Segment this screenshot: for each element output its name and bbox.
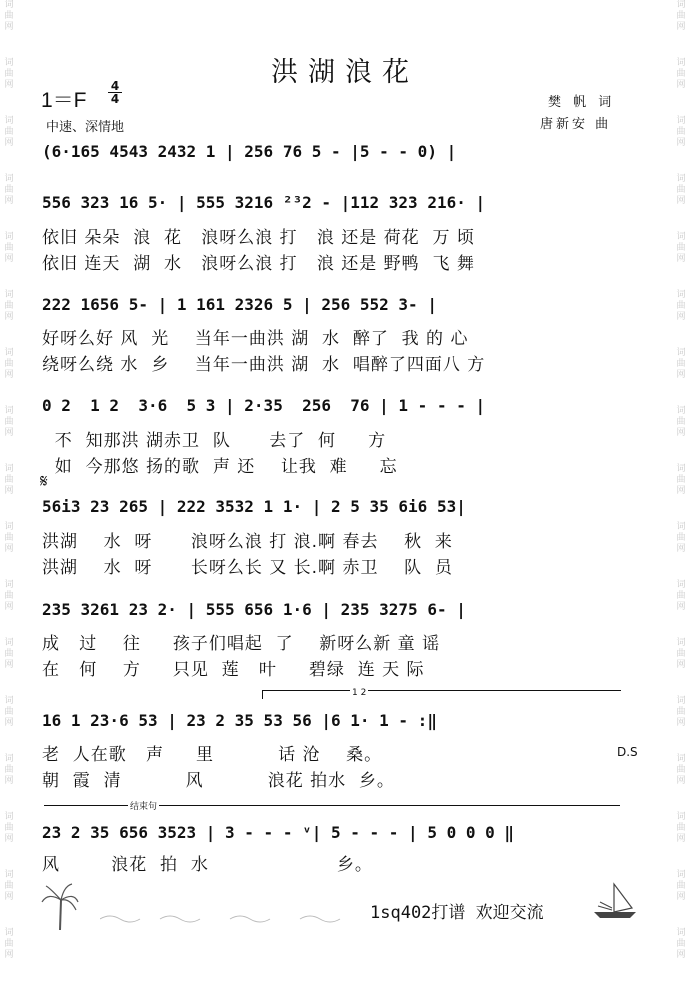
watermark-char: 词 [676,406,686,416]
watermark-group [673,290,689,348]
watermark-char: 网 [4,254,14,264]
volta-label: 1 2 [352,688,367,698]
watermark-char: 网 [4,486,14,496]
watermark-char: 曲 [676,823,686,833]
watermark-char: 曲 [676,591,686,601]
watermark-group [1,870,17,928]
watermark-group [1,348,17,406]
watermark-char: 曲 [676,707,686,717]
watermark-group [673,406,689,464]
composer-credit: 唐新安 曲 [540,117,612,132]
watermark-char: 词 [676,348,686,358]
watermark-char: 词 [4,232,14,242]
watermark-char: 曲 [4,939,14,949]
watermark-char: 词 [676,0,686,10]
watermark-char: 曲 [4,475,14,485]
lyrics-line-7-verse-1: 老 人在歌 声 里 话 沧 桑。 [42,745,383,765]
watermark-char: 曲 [4,127,14,137]
watermark-char: 曲 [4,591,14,601]
watermark-char: 词 [4,928,14,938]
watermark-char: 曲 [4,185,14,195]
segno-sign: 𝄋 [40,471,48,492]
watermark-group [1,638,17,696]
watermark-char: 网 [676,834,686,844]
watermark-group [673,580,689,638]
lyrics-line-6-verse-1: 成 过 往 孩子们唱起 了 新呀么新 童 谣 [42,634,441,654]
watermark-char: 网 [676,196,686,206]
watermark-char: 网 [4,544,14,554]
watermark-char: 曲 [676,881,686,891]
time-signature-bottom: 4 [110,92,120,106]
watermark-char: 词 [4,638,14,648]
notation-line-1: (6·165 4543 2432 1 | 256 76 5 - |5 - - 0) | [42,142,457,161]
ending-label: 结束句 [128,799,159,812]
watermark-char: 网 [4,138,14,148]
volta-bracket [262,690,621,699]
watermark-char: 网 [676,776,686,786]
watermark-char: 网 [4,834,14,844]
watermark-char: 词 [676,812,686,822]
watermark-group [673,116,689,174]
watermark-char: 词 [4,812,14,822]
watermark-char: 词 [4,290,14,300]
watermark-char: 曲 [4,881,14,891]
watermark-char: 网 [676,370,686,380]
watermark-char: 词 [676,754,686,764]
watermark-char: 词 [676,870,686,880]
watermark-char: 网 [4,428,14,438]
watermark-char: 曲 [676,533,686,543]
watermark-char: 词 [4,348,14,358]
time-signature-top: 4 [110,79,120,93]
watermark-char: 网 [4,776,14,786]
watermark-group [673,348,689,406]
watermark-group [673,638,689,696]
watermark-char: 词 [4,522,14,532]
watermark-char: 网 [676,892,686,902]
watermark-char: 网 [676,602,686,612]
watermark-char: 网 [4,950,14,960]
watermark-group [1,522,17,580]
watermark-char: 网 [4,80,14,90]
watermark-char: 网 [4,892,14,902]
footer-signature: 1sq402打谱 欢迎交流 [370,903,544,923]
lyrics-line-6-verse-2: 在 何 方 只见 莲 叶 碧绿 连 天 际 [42,660,425,680]
watermark-char: 网 [4,718,14,728]
notation-line-8: 23 2 35 656 3523 | 3 - - - ᵛ| 5 - - - | 5 0 0 0 ‖ [42,823,515,842]
lyrics-line-2-verse-2: 依旧 连天 湖 水 浪呀么浪 打 浪 还是 野鸭 飞 舞 [42,254,475,274]
watermark-group [1,580,17,638]
watermark-char: 曲 [4,533,14,543]
watermark-char: 网 [676,486,686,496]
watermark-char: 曲 [676,359,686,369]
lyrics-line-3-verse-1: 好呀么好 风 光 当年一曲洪 湖 水 醉了 我 的 心 [42,329,469,349]
watermark-char: 词 [4,116,14,126]
dal-segno-marking: D.S [617,745,638,759]
watermark-left [1,0,17,995]
watermark-char: 网 [676,254,686,264]
notation-line-4: 0 2 1 2 3·6 5 3 | 2·35 256 76 | 1 - - - | [42,396,486,415]
watermark-char: 词 [4,464,14,474]
watermark-char: 曲 [4,301,14,311]
lyrics-line-5-verse-2: 洪湖 水 呀 长呀么长 又 长.啊 赤卫 队 员 [42,558,453,578]
watermark-char: 曲 [676,69,686,79]
watermark-char: 词 [4,406,14,416]
watermark-char: 词 [4,0,14,10]
watermark-char: 词 [4,870,14,880]
watermark-char: 词 [4,58,14,68]
watermark-char: 曲 [676,765,686,775]
watermark-char: 曲 [676,417,686,427]
watermark-char: 曲 [676,243,686,253]
song-title: 洪湖浪花 [271,57,419,88]
lyrics-line-8: 风 浪花 拍 水 乡。 [42,855,373,875]
watermark-char: 网 [676,138,686,148]
watermark-char: 词 [676,464,686,474]
watermark-char: 网 [4,602,14,612]
watermark-char: 曲 [4,11,14,21]
watermark-group [1,116,17,174]
watermark-group [673,812,689,870]
watermark-char: 网 [4,196,14,206]
watermark-char: 词 [676,116,686,126]
watermark-char: 网 [4,22,14,32]
watermark-group [1,174,17,232]
watermark-char: 曲 [676,939,686,949]
lyrics-line-5-verse-1: 洪湖 水 呀 浪呀么浪 打 浪.啊 春去 秋 来 [42,532,453,552]
watermark-char: 网 [676,718,686,728]
watermark-group [673,754,689,812]
notation-line-2: 556 323 16 5· | 555 3216 ²³2 - |112 323 216· | [42,193,486,212]
watermark-char: 曲 [4,417,14,427]
watermark-char: 网 [676,950,686,960]
watermark-group [673,522,689,580]
watermark-right [673,0,689,995]
watermark-group [673,696,689,754]
watermark-char: 词 [676,580,686,590]
watermark-group [1,290,17,348]
notation-line-3: 222 1656 5- | 1 161 2326 5 | 256 552 3- | [42,295,437,314]
watermark-group [1,812,17,870]
watermark-char: 词 [676,696,686,706]
lyrics-line-7-verse-2: 朝 霞 清 风 浪花 拍水 乡。 [42,771,395,791]
wave-decoration [100,913,360,923]
watermark-char: 词 [676,290,686,300]
watermark-char: 词 [676,174,686,184]
watermark-char: 曲 [4,359,14,369]
watermark-char: 曲 [676,649,686,659]
notation-line-7: 16 1 23·6 53 | 23 2 35 53 56 |6 1· 1 - :‖ [42,711,437,730]
watermark-char: 曲 [676,475,686,485]
lyrics-line-2-verse-1: 依旧 朵朵 浪 花 浪呀么浪 打 浪 还是 荷花 万 顷 [42,228,475,248]
notation-line-6: 235 3261 23 2· | 555 656 1·6 | 235 3275 6- | [42,600,466,619]
watermark-group [1,232,17,290]
watermark-group [1,754,17,812]
key-signature: 1＝F [41,89,87,112]
watermark-char: 词 [676,522,686,532]
boat-icon [592,880,638,920]
watermark-char: 网 [4,660,14,670]
watermark-char: 词 [676,58,686,68]
watermark-char: 曲 [4,823,14,833]
time-signature [106,80,124,105]
watermark-char: 曲 [4,649,14,659]
tempo-marking: 中速、深情地 [46,120,125,135]
watermark-char: 词 [4,580,14,590]
watermark-char: 词 [4,174,14,184]
watermark-char: 网 [676,660,686,670]
watermark-char: 曲 [4,707,14,717]
watermark-group [1,928,17,986]
watermark-char: 网 [676,428,686,438]
watermark-char: 网 [4,312,14,322]
watermark-char: 曲 [4,765,14,775]
watermark-group [673,464,689,522]
watermark-char: 曲 [676,301,686,311]
watermark-char: 词 [676,232,686,242]
watermark-group [1,464,17,522]
watermark-char: 网 [676,80,686,90]
lyricist-credit: 樊 帆 词 [548,95,616,110]
palm-tree-icon [40,882,80,932]
lyrics-line-3-verse-2: 绕呀么绕 水 乡 当年一曲洪 湖 水 唱醉了四面八 方 [42,355,486,375]
watermark-char: 网 [676,544,686,554]
watermark-char: 曲 [676,185,686,195]
watermark-char: 词 [4,754,14,764]
lyrics-line-4-verse-1: 不 知那洪 湖赤卫 队 去了 何 方 [42,431,387,451]
notation-line-5: 56i3 23 265 | 222 3532 1 1· | 2 5 35 6i6 53| [42,497,466,516]
watermark-group [673,232,689,290]
watermark-char: 曲 [4,69,14,79]
watermark-char: 曲 [676,11,686,21]
watermark-char: 网 [676,22,686,32]
watermark-group [673,870,689,928]
watermark-char: 词 [4,696,14,706]
watermark-char: 曲 [4,243,14,253]
watermark-char: 网 [4,370,14,380]
watermark-group [673,174,689,232]
watermark-group [1,696,17,754]
watermark-group [673,928,689,986]
watermark-char: 词 [676,928,686,938]
watermark-group [1,406,17,464]
watermark-char: 网 [676,312,686,322]
watermark-char: 曲 [676,127,686,137]
lyrics-line-4-verse-2: 如 今那悠 扬的歌 声 还 让我 难 忘 [42,457,398,477]
watermark-char: 词 [676,638,686,648]
